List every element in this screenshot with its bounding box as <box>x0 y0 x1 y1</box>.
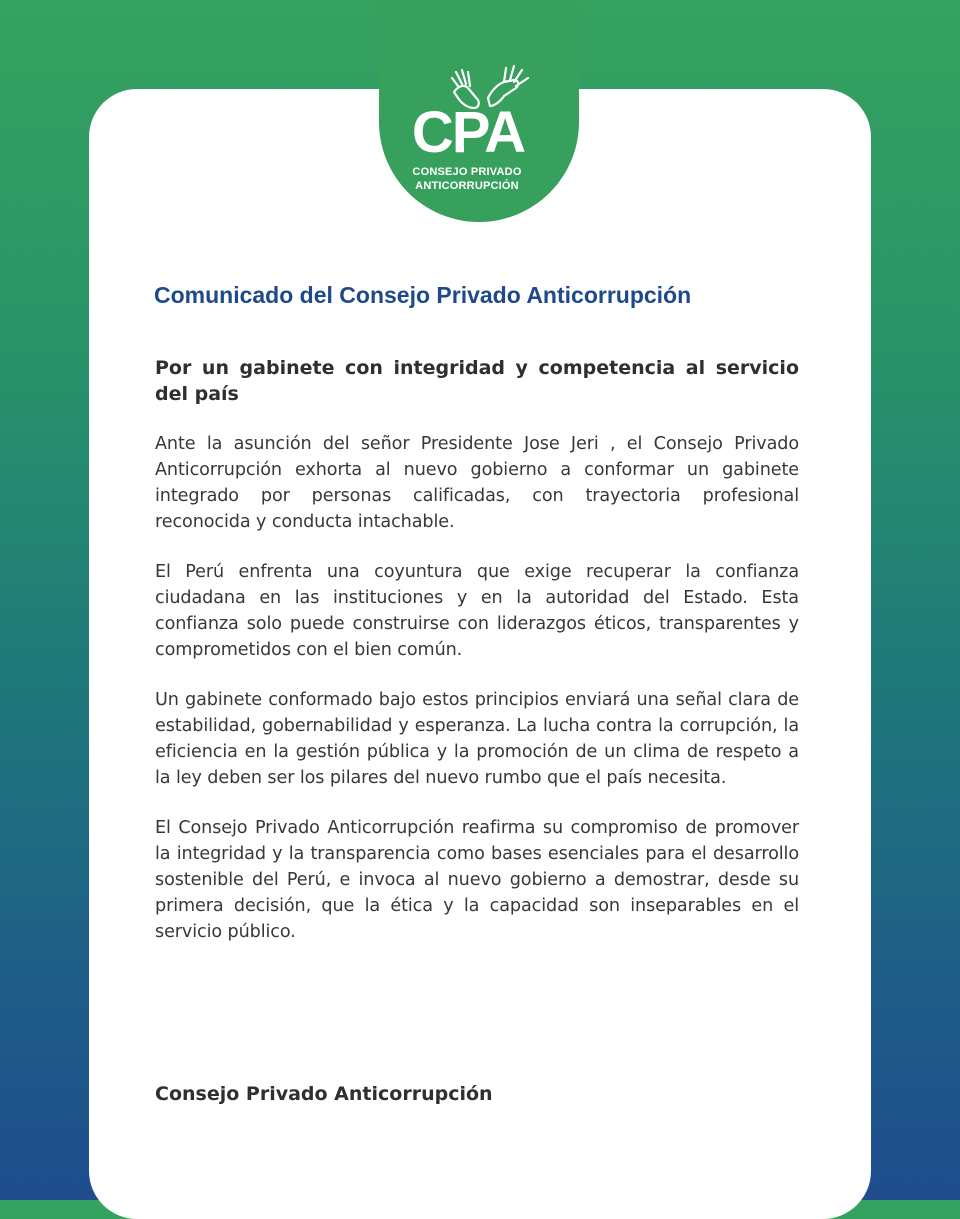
cpa-logo <box>410 104 526 158</box>
paragraph-2: El Perú enfrenta una coyuntura que exige recuperar la confianza ciudadana en las instituciones y en la autoridad del Estado. Esta confianza solo puede construirse con liderazgos éticos, transparentes y comprometidos con el bien común. <box>155 562 799 660</box>
logo-acronym: CPA <box>411 104 525 158</box>
paragraph-1: Ante la asunción del señor Presidente Jose Jeri , el Consejo Privado Anticorrupción exhorta al nuevo gobierno a conformar un gabinete integrado por personas calificadas, con trayectoria profesional reconocida y conducta intachable. <box>155 434 799 532</box>
communique-body <box>155 355 799 969</box>
page-title: Comunicado del Consejo Privado Anticorrupción <box>154 282 692 308</box>
paragraph-4: El Consejo Privado Anticorrupción reafirma su compromiso de promover la integridad y la transparencia como bases esenciales para el desarrollo sostenible del Perú, e invoca al nuevo gobierno a demostrar, desde su primera decisión, que la ética y la capacidad son inseparables en el servicio público. <box>155 818 799 942</box>
signature: Consejo Privado Anticorrupción <box>155 1083 493 1105</box>
paragraph-3: Un gabinete conformado bajo estos principios enviará una señal clara de estabilidad, gobernabilidad y esperanza. La lucha contra la corrupción, la eficiencia en la gestión pública y la promoción de un clima de respeto a la ley deben ser los pilares del nuevo rumbo que el país necesita. <box>155 690 799 788</box>
logo-line-1: CONSEJO PRIVADO <box>412 166 522 178</box>
logo-line-2: ANTICORRUPCIÓN <box>415 180 519 192</box>
subtitle: Por un gabinete con integridad y competencia al servicio del país <box>155 357 799 405</box>
